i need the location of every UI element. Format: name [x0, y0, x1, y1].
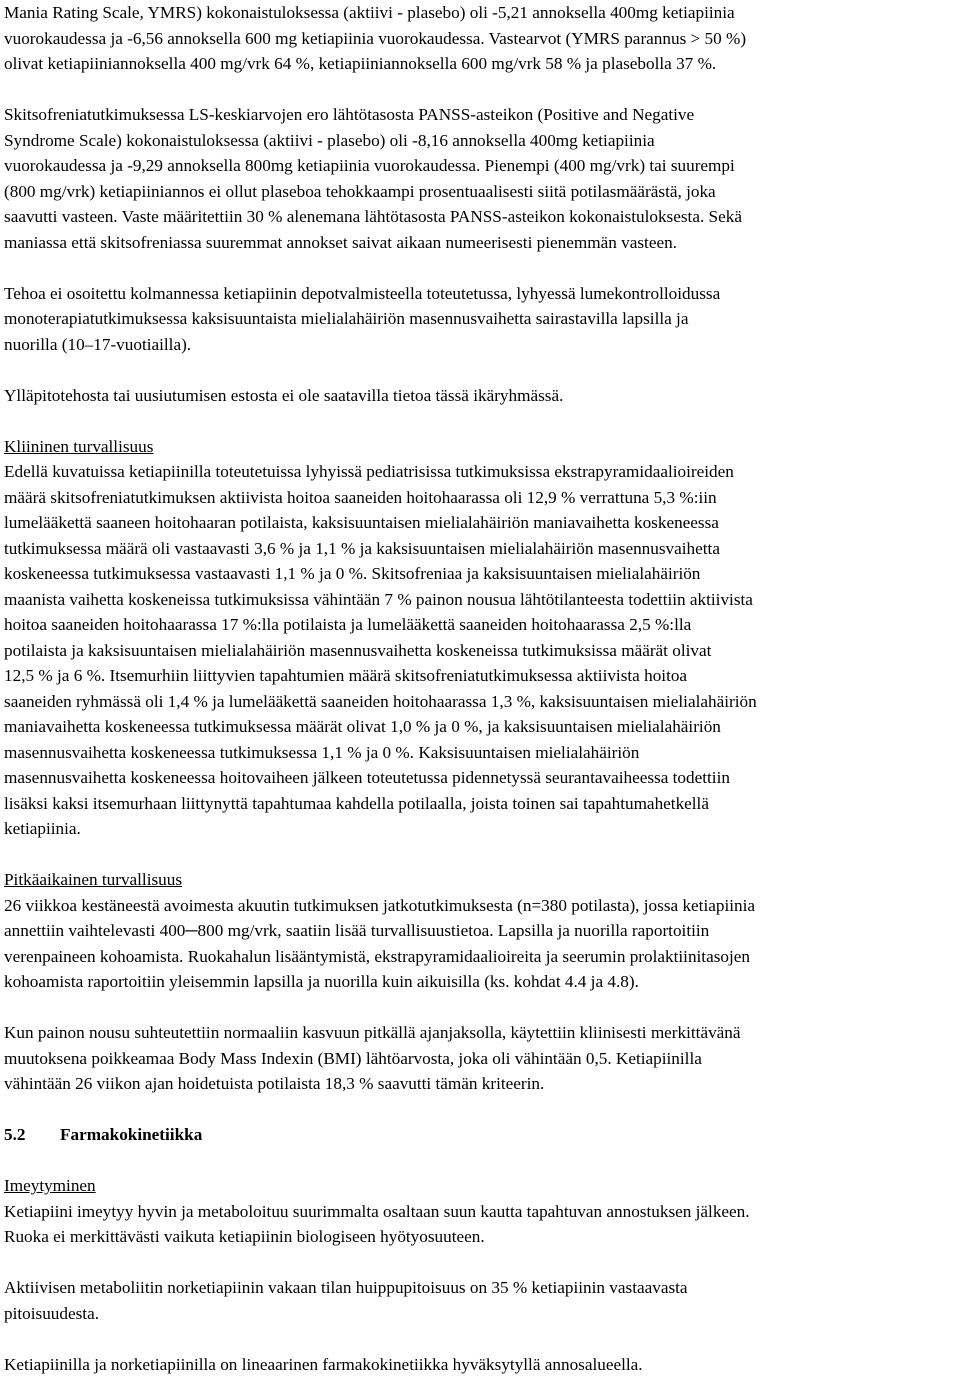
- maintenance-paragraph: Ylläpitotehosta tai uusiutumisen estosta ei ole saatavilla tietoa tässä ikäryhmässä.: [4, 383, 958, 409]
- section-number: 5.2: [4, 1122, 60, 1148]
- document-page: [4, 0, 958, 1377]
- long-term-safety-heading: Pitkäaikainen turvallisuus: [4, 867, 958, 893]
- clinical-safety-heading: Kliininen turvallisuus: [4, 434, 958, 460]
- absorption-paragraph: Ketiapiini imeytyy hyvin ja metaboloituu suurimmalta osaltaan suun kautta tapahtuvan annostuksen jälkeen. Ruoka ei merkittävästi vaikuta ketiapiinin biologiseen hyötyosuuteen.: [4, 1199, 958, 1250]
- bmi-paragraph: Kun painon nousu suhteutettiin normaaliin kasvuun pitkällä ajanjaksolla, käytettiin kliinisesti merkittävänä muutoksena poikkeamaa Body Mass Indexin (BMI) lähtöarvosta, joka oli vähintään 0,5. Ketiapiinilla vähintään 26 viikon ajan hoidetuista potilaista 18,3 % saavutti tämän kriteerin.: [4, 1020, 958, 1097]
- section-heading: [4, 1122, 958, 1148]
- long-term-safety-paragraph: 26 viikkoa kestäneestä avoimesta akuutin tutkimuksen jatkotutkimuksesta (n=380 potilasta), jossa ketiapiinia annettiin vaihtelevasti 400─800 mg/vrk, saatiin lisää turvallisuustietoa. Lapsilla ja nuorilla raportoitiin verenpaineen kohoamista. Ruokahalun lisääntymistä, ekstrapyramidaalioireita ja seerumin prolaktiinitasojen kohoamista raportoitiin yleisemmin lapsilla ja nuorilla kuin aikuisilla (ks. kohdat 4.4 ja 4.8).: [4, 893, 958, 995]
- metabolite-paragraph: Aktiivisen metaboliitin norketiapiinin vakaan tilan huippupitoisuus on 35 % ketiapiinin vastaavasta pitoisuudesta.: [4, 1275, 958, 1326]
- linear-kinetics-paragraph: Ketiapiinilla ja norketiapiinilla on lineaarinen farmakokinetiikka hyväksytyllä annosalueella.: [4, 1352, 958, 1377]
- schizophrenia-paragraph: Skitsofreniatutkimuksessa LS-keskiarvojen ero lähtötasosta PANSS-asteikon (Positive and Negative Syndrome Scale) kokonaistuloksessa (aktiivi - plasebo) oli -8,16 annoksella 400mg ketiapiinia vuorokaudessa ja -9,29 annoksella 800mg ketiapiinia vuorokaudessa. Pienempi (400 mg/vrk) tai suurempi (800 mg/vrk) ketiapiiniannos ei ollut plaseboa tehokkaampi prosentuaalisesti siitä potilasmäärästä, joka saavutti vasteen. Vaste määritettiin 30 % alenemana lähtötasosta PANSS-asteikon kokonaistuloksesta. Sekä maniassa että skitsofreniassa suuremmat annokset saivat aikaan numeerisesti pienemmän vasteen.: [4, 102, 958, 255]
- absorption-heading: Imeytyminen: [4, 1173, 958, 1199]
- clinical-safety-paragraph: Edellä kuvatuissa ketiapiinilla toteutetuissa lyhyissä pediatrisissa tutkimuksissa ekstrapyramidaalioireiden määrä skitsofreniatutkimuksen aktiivista hoitoa saaneiden hoitohaarassa oli 12,9 % verrattuna 5,3 %:iin lumelääkettä saaneen hoitohaaran potilaista, kaksisuuntaisen mielialahäiriön maniavaihetta koskeneessa tutkimuksessa määrä oli vastaavasti 3,6 % ja 1,1 % ja kaksisuuntaisen mielialahäiriön masennusvaihetta koskeneessa tutkimuksessa vastaavasti 1,1 % ja 0 %. Skitsofreniaa ja kaksisuuntaisen mielialahäiriön maanista vaihetta koskeneissa tutkimuksissa vähintään 7 % painon nousua lähtötilanteesta todettiin aktiivista hoitoa saaneiden hoitohaarassa 17 %:lla potilaista ja lumelääkettä saaneiden hoitohaarassa 2,5 %:lla potilaista ja kaksisuuntaisen mielialahäiriön masennusvaihetta koskeneissa tutkimuksissa määrät olivat 12,5 % ja 6 %. Itsemurhiin liittyvien tapahtumien määrä skitsofreniatutkimuksessa aktiivista hoitoa saaneiden ryhmässä oli 1,4 % ja lumelääkettä saaneiden hoitohaarassa 1,3 %, kaksisuuntaisen mielialahäiriön maniavaihetta koskeneessa tutkimuksessa määrät olivat 1,0 % ja 0 %, ja kaksisuuntaisen mielialahäiriön masennusvaihetta koskeneessa tutkimuksessa 1,1 % ja 0 %. Kaksisuuntaisen mielialahäiriön masennusvaihetta koskeneessa hoitovaiheen jälkeen toteutetussa pidennetyssä seurantavaiheessa todettiin lisäksi kaksi itsemurhaan liittynyttä tapahtumaa kahdella potilaalla, joista toinen sai tapahtumahetkellä ketiapiinia.: [4, 459, 958, 842]
- depot-paragraph: Tehoa ei osoitettu kolmannessa ketiapiinin depotvalmisteella toteutetussa, lyhyessä lumekontrolloidussa monoterapiatutkimuksessa kaksisuuntaista mielialahäiriön masennusvaihetta sairastavilla lapsilla ja nuorilla (10–17-vuotiailla).: [4, 281, 958, 358]
- intro-paragraph: Mania Rating Scale, YMRS) kokonaistuloksessa (aktiivi - plasebo) oli -5,21 annoksella 400mg ketiapiinia vuorokaudessa ja -6,56 annoksella 600 mg ketiapiinia vuorokaudessa. Vastearvot (YMRS parannus > 50 %) olivat ketiapiiniannoksella 400 mg/vrk 64 %, ketiapiiniannoksella 600 mg/vrk 58 % ja plasebolla 37 %.: [4, 0, 958, 77]
- section-title: Farmakokinetiikka: [60, 1125, 202, 1144]
